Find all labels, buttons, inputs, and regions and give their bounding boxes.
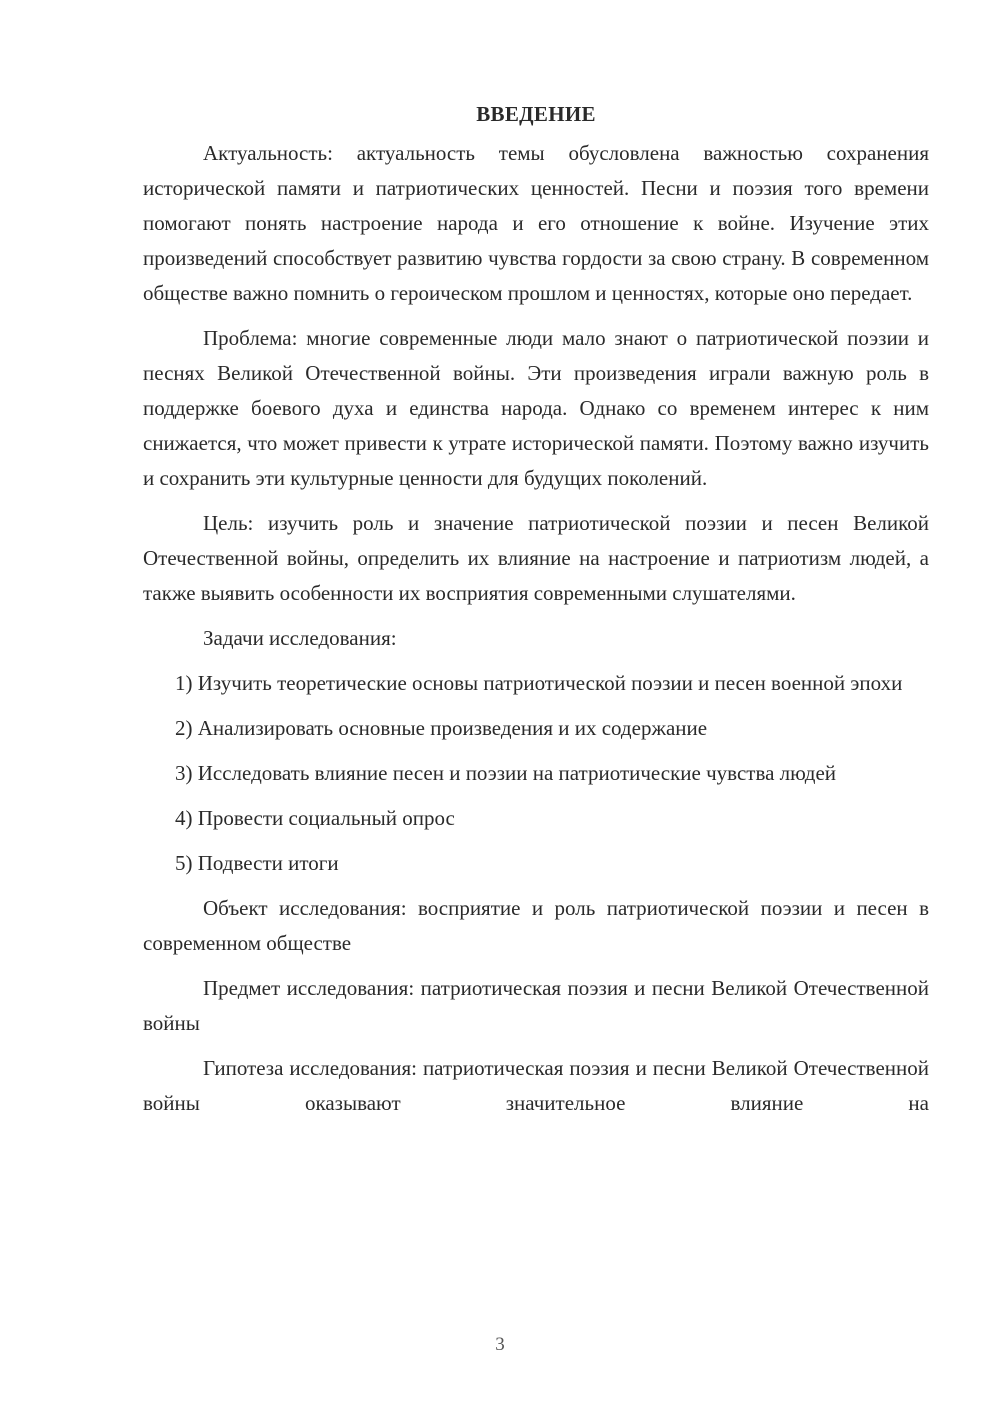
page-number: 3 xyxy=(495,1334,505,1355)
paragraph-goal: Цель: изучить роль и значение патриотической поэзии и песен Великой Отечественной войны, определить их влияние на настроение и патриотизм людей, а также выявить особенности их восприятия современными слушателями. xyxy=(143,511,929,605)
paragraph-relevance: Актуальность: актуальность темы обусловлена важностью сохранения исторической памяти и патриотических ценностей. Песни и поэзия того времени помогают понять настроение народа и его отношение к войне. Изучение этих произведений способствует развитию чувства гордости за свою страну. В современном обществе важно помнить о героическом прошлом и ценностях, которые оно передает. xyxy=(143,141,929,305)
paragraph-subject: Предмет исследования: патриотическая поэзия и песни Великой Отечественной войны xyxy=(143,976,929,1035)
paragraph-tasks-heading: Задачи исследования: xyxy=(203,626,397,650)
task-item-3: 3) Исследовать влияние песен и поэзии на патриотические чувства людей xyxy=(175,761,837,785)
paragraph-problem: Проблема: многие современные люди мало знают о патриотической поэзии и песнях Великой Отечественной войны. Эти произведения играли важную роль в поддержке боевого духа и единства народа. Однако со временем интерес к ним снижается, что может привести к утрате исторической памяти. Поэтому важно изучить и сохранить эти культурные ценности для будущих поколений. xyxy=(143,326,929,490)
task-item-1: 1) Изучить теоретические основы патриотической поэзии и песен военной эпохи xyxy=(175,671,903,695)
task-item-5: 5) Подвести итоги xyxy=(175,851,339,875)
task-item-4: 4) Провести социальный опрос xyxy=(175,806,455,830)
paragraph-object: Объект исследования: восприятие и роль патриотической поэзии и песен в современном обществе xyxy=(143,896,929,955)
paragraph-hypothesis: Гипотеза исследования: патриотическая поэзия и песни Великой Отечественной войны оказывают значительное влияние на xyxy=(143,1056,929,1115)
document-page xyxy=(143,97,929,1131)
section-title: ВВЕДЕНИЕ xyxy=(476,102,596,126)
task-item-2: 2) Анализировать основные произведения и их содержание xyxy=(175,716,708,740)
